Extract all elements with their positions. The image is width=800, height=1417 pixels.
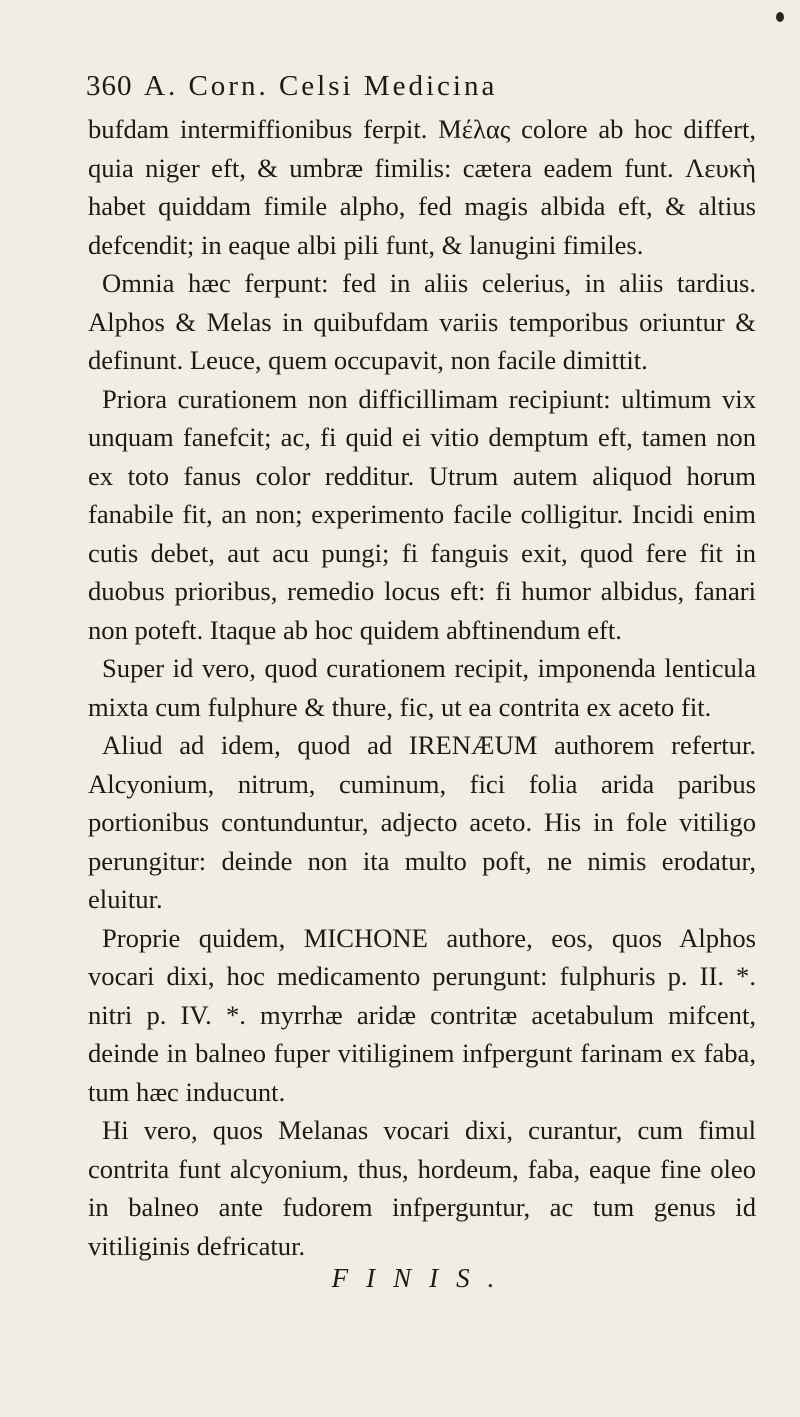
paragraph-2: Omnia hæc ferpunt: fed in aliis celerius, in aliis tardius. Alphos & Melas in quibufdam variis temporibus oriuntur & definunt. Leuce, quem occupavit, non facile dimittit. bbox=[88, 268, 756, 375]
paragraph-4: Super id vero, quod curationem recipit, imponenda lenticula mixta cum fulphure & thure, fic, ut ea contrita ex aceto fit. bbox=[88, 653, 756, 722]
paragraph-3: Priora curationem non difficillimam recipiunt: ultimum vix unquam fanefcit; ac, fi quid ei vitio demptum eft, tamen non ex toto fanus color redditur. Utrum autem aliquod horum fanabile fit, an non; experimento facile colligitur. Incidi enim cutis debet, aut acu pungi; fi fanguis exit, quod fere fit in duobus prioribus, remedio locus eft: fi humor albidus, fanari non poteft. Itaque ab hoc quidem abftinendum eft. bbox=[88, 383, 756, 645]
finis-mark: FINIS. bbox=[331, 1263, 513, 1293]
body-text bbox=[88, 110, 756, 1293]
paragraph-1: bufdam intermiffionibus ferpit. Μέλας colore ab hoc differt, quia niger eft, & umbræ fimilis: cætera eadem funt. Λευκὴ habet quiddam fimile alpho, fed magis albida eft, & altius defcendit; in eaque albi pili funt, & lanugini fimiles. bbox=[88, 114, 756, 260]
paragraph-6: Proprie quidem, MICHONE authore, eos, quos Alphos vocari dixi, hoc medicamento perungunt: fulphuris p. II. *. nitri p. IV. *. myrrhæ aridæ contritæ acetabulum mifcent, deinde in balneo fuper vitiliginem infpergunt farinam ex faba, tum hæc inducunt. bbox=[88, 922, 756, 1107]
paragraph-7: Hi vero, quos Melanas vocari dixi, curantur, cum fimul contrita funt alcyonium, thus, hordeum, faba, eaque fine oleo in balneo ante fudorem infperguntur, ac tum genus id vitiliginis defricatur. bbox=[88, 1115, 756, 1261]
page-header bbox=[86, 70, 730, 110]
page-number: 360 bbox=[86, 70, 133, 102]
running-title: A. Corn. Celsi Medicina bbox=[144, 70, 498, 102]
paragraph-5: Aliud ad idem, quod ad IRENÆUM authorem refertur. Alcyonium, nitrum, cuminum, fici folia arida paribus portionibus contunduntur, adjecto aceto. His in fole vitiligo perungitur: deinde non ita multo poft, ne nimis erodatur, eluitur. bbox=[88, 730, 756, 914]
ink-spot bbox=[776, 12, 784, 22]
